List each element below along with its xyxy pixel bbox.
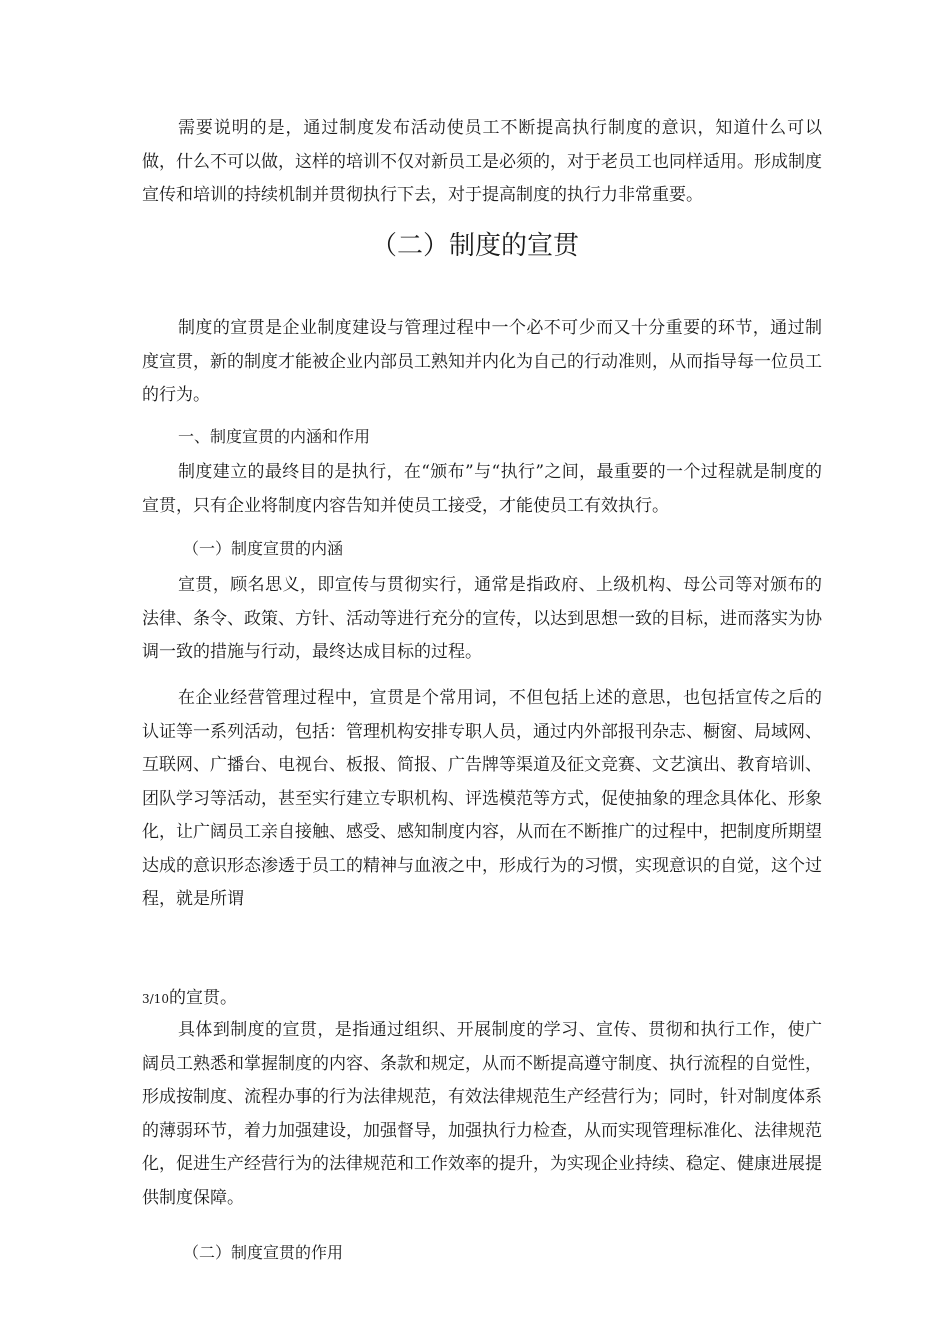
paragraph-enterprise-usage: 在企业经营管理过程中，宣贯是个常用词，不但包括上述的意思，也包括宣传之后的认证等一系列活动，包括：管理机构安排专职人员，通过内外部报刊杂志、橱窗、局域网、互联网、广播台、电视台、板报、简报、广告牌等渠道及征文竞赛、文艺演出、教育培训、团队学习等活动，甚至实行建立专职机构、评选模范等方式，促使抽象的理念具体化、形象化，让广阔员工亲自接触、感受、感知制度内容，从而在不断推广的过程中，把制度所期望达成的意识形态渗透于员工的精神与血液之中，形成行为的习惯，实现意识的自觉，这个过程，就是所谓: [142, 688, 822, 909]
page-number: 3/10: [142, 992, 169, 1006]
continuation-text: 的宣贯。: [168, 988, 237, 1008]
paragraph-xuanguan-definition: 制度的宣贯是企业制度建设与管理过程中一个必不可少而又十分重要的环节，通过制度宣贯，新的制度才能被企业内部员工熟知并内化为自己的行动准则，从而指导每一位员工的行为。: [142, 318, 822, 405]
paragraph-intro: 需要说明的是，通过制度发布活动使员工不断提高执行制度的意识，知道什么可以做，什么不可以做，这样的培训不仅对新员工是必须的，对于老员工也同样适用。形成制度宣传和培训的持续机制并贯彻执行下去，对于提高制度的执行力非常重要。: [142, 118, 822, 205]
page-footer-line: [142, 982, 237, 1017]
subheading-connotation: （一）制度宣贯的内涵: [183, 539, 344, 558]
paragraph-meaning: 宣贯，顾名思义，即宣传与贯彻实行，通常是指政府、上级机构、母公司等对颁布的法律、条令、政策、方针、活动等进行充分的宣传，以达到思想一致的目标，进而落实为协调一致的措施与行动，最终达成目标的过程。: [142, 575, 822, 662]
subheading-connotation-and-role: 一、制度宣贯的内涵和作用: [178, 427, 371, 446]
paragraph-purpose: 制度建立的最终目的是执行，在“颁布”与“执行”之间，最重要的一个过程就是制度的宣贯，只有企业将制度内容告知并使员工接受，才能使员工有效执行。: [142, 462, 822, 516]
subheading-role: （二）制度宣贯的作用: [183, 1243, 344, 1262]
section-title: （二）制度的宣贯: [370, 231, 579, 261]
paragraph-specific-xuanguan: 具体到制度的宣贯，是指通过组织、开展制度的学习、宣传、贯彻和执行工作，使广阔员工熟悉和掌握制度的内容、条款和规定，从而不断提高遵守制度、执行流程的自觉性，形成按制度、流程办事的行为法律规范，有效法律规范生产经营行为；同时，针对制度体系的薄弱环节，着力加强建设，加强督导，加强执行力检查，从而实现管理标准化、法律规范化，促进生产经营行为的法律规范和工作效率的提升，为实现企业持续、稳定、健康进展提供制度保障。: [142, 1020, 822, 1208]
